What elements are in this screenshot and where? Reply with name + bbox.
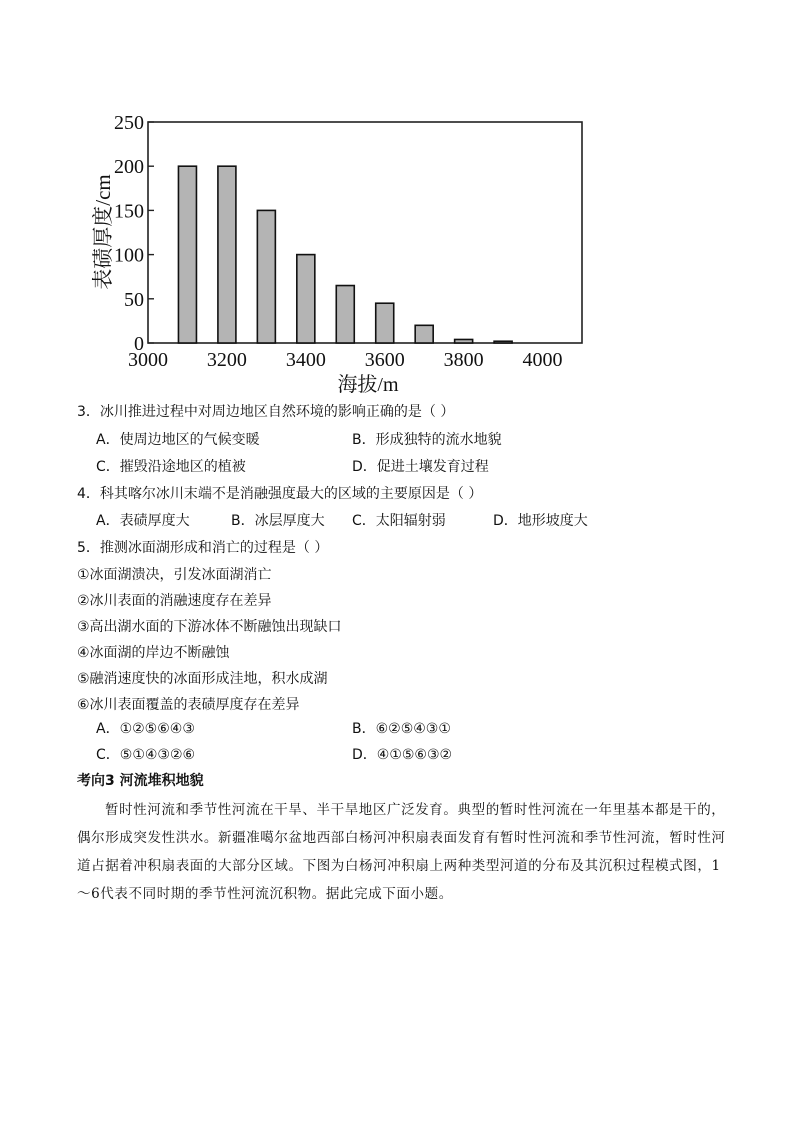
bar-3500 bbox=[336, 286, 354, 343]
y-tick-label: 200 bbox=[114, 156, 144, 179]
q5-statement-4: ④冰面湖的岸边不断融蚀 bbox=[77, 645, 230, 661]
x-tick-label: 3400 bbox=[285, 349, 326, 371]
q5-option-a[interactable]: A．①②⑤⑥④③ bbox=[96, 721, 195, 737]
x-tick-label: 4000 bbox=[522, 349, 563, 371]
y-tick-label: 100 bbox=[114, 244, 144, 267]
x-tick-label: 3000 bbox=[128, 349, 168, 371]
bar-3800 bbox=[455, 339, 473, 343]
q3-option-d[interactable]: D．促进土壤发育过程 bbox=[352, 459, 489, 475]
bar-3300 bbox=[257, 210, 275, 343]
q5-statement-6: ⑥冰川表面覆盖的表碛厚度存在差异 bbox=[77, 697, 300, 713]
bar-3900 bbox=[494, 341, 512, 343]
y-tick-label: 150 bbox=[114, 200, 144, 223]
q5-option-d[interactable]: D．④①⑤⑥③② bbox=[352, 747, 453, 763]
question-3-stem: 3．冰川推进过程中对周边地区自然环境的影响正确的是（ ） bbox=[77, 404, 455, 420]
q3-option-b[interactable]: B．形成独特的流水地貌 bbox=[352, 432, 502, 448]
bar-3200 bbox=[218, 166, 236, 343]
y-tick-label: 250 bbox=[114, 112, 144, 134]
q5-statement-5: ⑤融消速度快的冰面形成洼地，积水成湖 bbox=[77, 671, 328, 687]
q3-option-c[interactable]: C．摧毁沿途地区的植被 bbox=[96, 459, 246, 475]
bar-3100 bbox=[178, 166, 196, 343]
question-5-stem: 5．推测冰面湖形成和消亡的过程是（ ） bbox=[77, 540, 329, 556]
q4-option-b[interactable]: B．冰层厚度大 bbox=[231, 513, 325, 529]
y-tick-label: 50 bbox=[124, 288, 144, 311]
bar-3600 bbox=[376, 303, 394, 343]
section-paragraph: 暂时性河流和季节性河流在干旱、半干旱地区广泛发育。典型的暂时性河流在一年里基本都是干的，偶尔形成突发性洪水。新疆准噶尔盆地西部白杨河冲积扇表面发育有暂时性河流和季节性河流，暂时性河道占据着冲积扇表面的大部分区域。下图为白杨河冲积扇上两种类型河道的分布及其沉积过程模式图，1～6代表不同时期的季节性河流沉积物。据此完成下面小题。 bbox=[77, 802, 726, 902]
x-tick-label: 3200 bbox=[206, 349, 247, 371]
section-title: 考向3 河流堆积地貌 bbox=[77, 773, 204, 789]
q4-option-d[interactable]: D．地形坡度大 bbox=[493, 513, 588, 529]
q5-statement-3: ③高出湖水面的下游冰体不断融蚀出现缺口 bbox=[77, 619, 342, 635]
x-tick-label: 3600 bbox=[364, 349, 405, 371]
bar-3700 bbox=[415, 325, 433, 343]
q5-statement-1: ①冰面湖溃决，引发冰面湖消亡 bbox=[77, 567, 272, 583]
thickness-bar-chart bbox=[70, 104, 600, 404]
q5-option-b[interactable]: B．⑥②⑤④③① bbox=[352, 721, 451, 737]
q5-option-c[interactable]: C．⑤①④③②⑥ bbox=[96, 747, 196, 763]
bar-3400 bbox=[297, 255, 315, 343]
q4-option-a[interactable]: A．表碛厚度大 bbox=[96, 513, 190, 529]
x-tick-label: 3800 bbox=[443, 349, 484, 371]
q3-option-a[interactable]: A．使周边地区的气候变暖 bbox=[96, 432, 260, 448]
y-tick-label: 0 bbox=[134, 333, 144, 355]
q5-statement-2: ②冰川表面的消融速度存在差异 bbox=[77, 593, 272, 609]
x-axis-label: 海拔/m bbox=[337, 374, 399, 396]
y-axis-label: 表碛厚度/cm bbox=[91, 174, 115, 290]
question-4-stem: 4．科其喀尔冰川末端不是消融强度最大的区域的主要原因是（ ） bbox=[77, 486, 483, 502]
q4-option-c[interactable]: C．太阳辐射弱 bbox=[352, 513, 446, 529]
plot-frame bbox=[148, 122, 582, 343]
